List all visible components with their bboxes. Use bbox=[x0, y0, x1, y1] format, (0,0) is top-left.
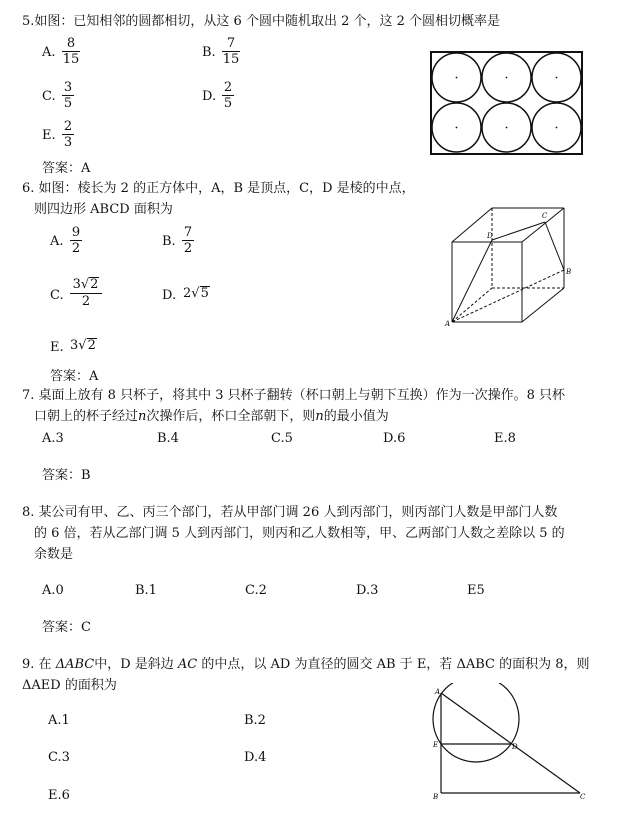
q8-option-c: C.2 bbox=[245, 583, 267, 598]
q6-label-b: B bbox=[566, 268, 572, 276]
q8-answer: 答案：C bbox=[42, 620, 91, 635]
q8-option-e: E5 bbox=[467, 583, 485, 598]
q7-stem-line2-b: 次操作后，杯口全部朝下，则 bbox=[146, 409, 316, 424]
q9-stem-line2: ΔAED 的面积为 bbox=[22, 678, 117, 693]
q5-center-dot-6 bbox=[556, 127, 558, 129]
q5-option-d-fraction bbox=[222, 80, 234, 111]
q8-option-b: B.1 bbox=[135, 583, 157, 598]
q8-stem-line1: 8. 某公司有甲、乙、丙三个部门，若从甲部门调 26 人到丙部门，则丙部门人数是甲部门人数 bbox=[22, 505, 558, 520]
q6-label-c: C bbox=[542, 212, 548, 220]
q7-option-d: D.6 bbox=[383, 431, 406, 446]
q8-stem-line2: 的 6 倍，若从乙部门调 5 人到丙部门，则丙和乙人数相等，甲、乙两部门人数之差除以 5 的 bbox=[34, 526, 565, 541]
q5-option-c-den: 5 bbox=[63, 96, 73, 111]
q6-option-e-coef: 3 bbox=[70, 338, 79, 353]
q5-option-c-fraction bbox=[62, 80, 74, 111]
q5-answer: 答案：A bbox=[42, 161, 91, 176]
q6-option-e-value bbox=[70, 338, 97, 354]
q5-option-d-den: 5 bbox=[223, 96, 233, 111]
q5-circles-figure bbox=[429, 50, 584, 156]
q6-option-c-radical-icon: √ bbox=[80, 277, 90, 292]
q9-stem-line1-a: 9. 在 bbox=[22, 657, 52, 672]
q7-answer: 答案：B bbox=[42, 468, 91, 483]
q6-option-a-label: A. bbox=[50, 234, 64, 249]
q9-triangle-abc: ΔABC bbox=[55, 657, 95, 672]
cube-hidden-edge bbox=[452, 288, 492, 322]
q7-option-e: E.8 bbox=[494, 431, 516, 446]
q5-center-dot-4 bbox=[456, 127, 458, 129]
q5-option-e-label: E. bbox=[42, 128, 56, 143]
q6-option-b-fraction bbox=[182, 225, 194, 256]
q5-option-a-den: 15 bbox=[62, 52, 80, 67]
q5-option-e-num: 2 bbox=[63, 119, 73, 134]
q9-label-c: C bbox=[580, 793, 586, 801]
q9-stem-line1-c: 的中点，以 AD 为直径的圆交 AB 于 E，若 ΔABC 的面积为 8，则 bbox=[201, 657, 590, 672]
q5-option-e-den: 3 bbox=[63, 135, 73, 150]
q5-center-dot-2 bbox=[506, 77, 508, 79]
q9-side-ac bbox=[441, 693, 580, 793]
q7-option-c: C.5 bbox=[271, 431, 293, 446]
q6-option-d-radical-icon: √ bbox=[191, 286, 200, 301]
quad-dc bbox=[492, 222, 545, 240]
q5-stem: 5.如图：已知相邻的圆都相切，从这 6 个圆中随机取出 2 个，这 2 个圆相切概率是 bbox=[22, 14, 501, 29]
quad-ad bbox=[452, 240, 492, 322]
q7-var-n-2: n bbox=[315, 409, 324, 424]
q8-option-d: D.3 bbox=[356, 583, 379, 598]
q7-stem-line1: 7. 桌面上放有 8 只杯子，将其中 3 只杯子翻转（杯口朝上与朝下互换）作为一次操作。8 只杯 bbox=[22, 388, 566, 403]
cube-edge bbox=[452, 208, 492, 242]
q5-option-e-fraction bbox=[62, 119, 74, 150]
q6-option-c-label: C. bbox=[50, 288, 64, 303]
q9-label-a: A bbox=[435, 688, 441, 696]
q5-option-d-label: D. bbox=[202, 89, 217, 104]
q6-option-b-label: B. bbox=[162, 234, 176, 249]
q7-stem-line2-a: 口朝上的杯子经过 bbox=[34, 409, 139, 424]
q6-option-b-num: 7 bbox=[183, 225, 193, 240]
q6-option-c-fraction bbox=[70, 276, 102, 309]
q9-option-b: B.2 bbox=[244, 713, 266, 728]
q9-segment-ac: AC bbox=[177, 657, 198, 672]
q5-option-c-label: C. bbox=[42, 89, 56, 104]
q5-option-b-num: 7 bbox=[222, 36, 240, 52]
q6-option-e-radicand: 2 bbox=[87, 338, 96, 353]
q9-circle bbox=[433, 683, 519, 762]
q7-stem-line2-c: 的最小值为 bbox=[323, 409, 389, 424]
q9-label-d: D bbox=[512, 743, 518, 751]
q9-option-c: C.3 bbox=[48, 750, 70, 765]
q9-option-e: E.6 bbox=[48, 788, 70, 803]
q6-option-e-radical-icon: √ bbox=[78, 338, 87, 353]
q6-option-a-num: 9 bbox=[71, 225, 81, 240]
q6-option-d-radicand: 5 bbox=[200, 286, 209, 301]
q5-center-dot-5 bbox=[506, 127, 508, 129]
q6-option-c-den: 2 bbox=[81, 294, 91, 309]
q6-option-a-fraction bbox=[70, 225, 82, 256]
q7-stem-line2 bbox=[34, 409, 389, 425]
q5-option-b-label: B. bbox=[202, 45, 216, 60]
q6-option-d-value bbox=[183, 286, 210, 302]
q9-triangle-figure bbox=[430, 683, 590, 801]
q6-option-d-coef: 2 bbox=[183, 286, 192, 301]
q6-option-a-den: 2 bbox=[71, 241, 81, 256]
q5-option-b-den: 15 bbox=[222, 52, 240, 67]
q5-center-dot-3 bbox=[556, 77, 558, 79]
q5-option-a-label: A. bbox=[42, 45, 56, 60]
quad-cb bbox=[545, 222, 564, 270]
q6-option-d-label: D. bbox=[162, 288, 177, 303]
q6-cube-figure bbox=[440, 200, 580, 330]
q6-label-d: D bbox=[487, 232, 493, 240]
q9-option-d: D.4 bbox=[244, 750, 267, 765]
q9-label-b: B bbox=[433, 793, 439, 801]
q9-label-e: E bbox=[433, 741, 439, 749]
q7-option-a: A.3 bbox=[42, 431, 64, 446]
q5-center-dot-1 bbox=[456, 77, 458, 79]
q6-option-c-coef: 3 bbox=[72, 277, 81, 292]
q7-option-b: B.4 bbox=[157, 431, 179, 446]
q5-option-b-fraction bbox=[222, 36, 240, 67]
q6-label-a: A bbox=[445, 320, 451, 328]
q8-stem-line3: 余数是 bbox=[34, 547, 74, 562]
q6-option-b-den: 2 bbox=[183, 241, 193, 256]
q6-answer: 答案：A bbox=[50, 369, 99, 384]
q6-option-e-label: E. bbox=[50, 340, 64, 355]
cube-edge bbox=[522, 288, 564, 322]
q9-option-a: A.1 bbox=[48, 713, 70, 728]
q6-stem-line2: 则四边形 ABCD 面积为 bbox=[34, 202, 173, 217]
q6-option-c-radicand: 2 bbox=[90, 277, 99, 292]
q9-stem-line1-b: 中，D 是斜边 bbox=[94, 657, 174, 672]
q6-option-c-num bbox=[70, 276, 102, 294]
q5-option-a-fraction bbox=[62, 36, 80, 67]
quad-ba bbox=[452, 270, 564, 322]
q5-option-d-num: 2 bbox=[223, 80, 233, 95]
q8-option-a: A.0 bbox=[42, 583, 64, 598]
q7-var-n-1: n bbox=[138, 409, 147, 424]
q5-option-c-num: 3 bbox=[63, 80, 73, 95]
q5-option-a-num: 8 bbox=[62, 36, 80, 52]
q6-stem-line1: 6. 如图：棱长为 2 的正方体中，A，B 是顶点，C，D 是棱的中点， bbox=[22, 181, 415, 196]
q9-stem-line1 bbox=[22, 657, 590, 673]
